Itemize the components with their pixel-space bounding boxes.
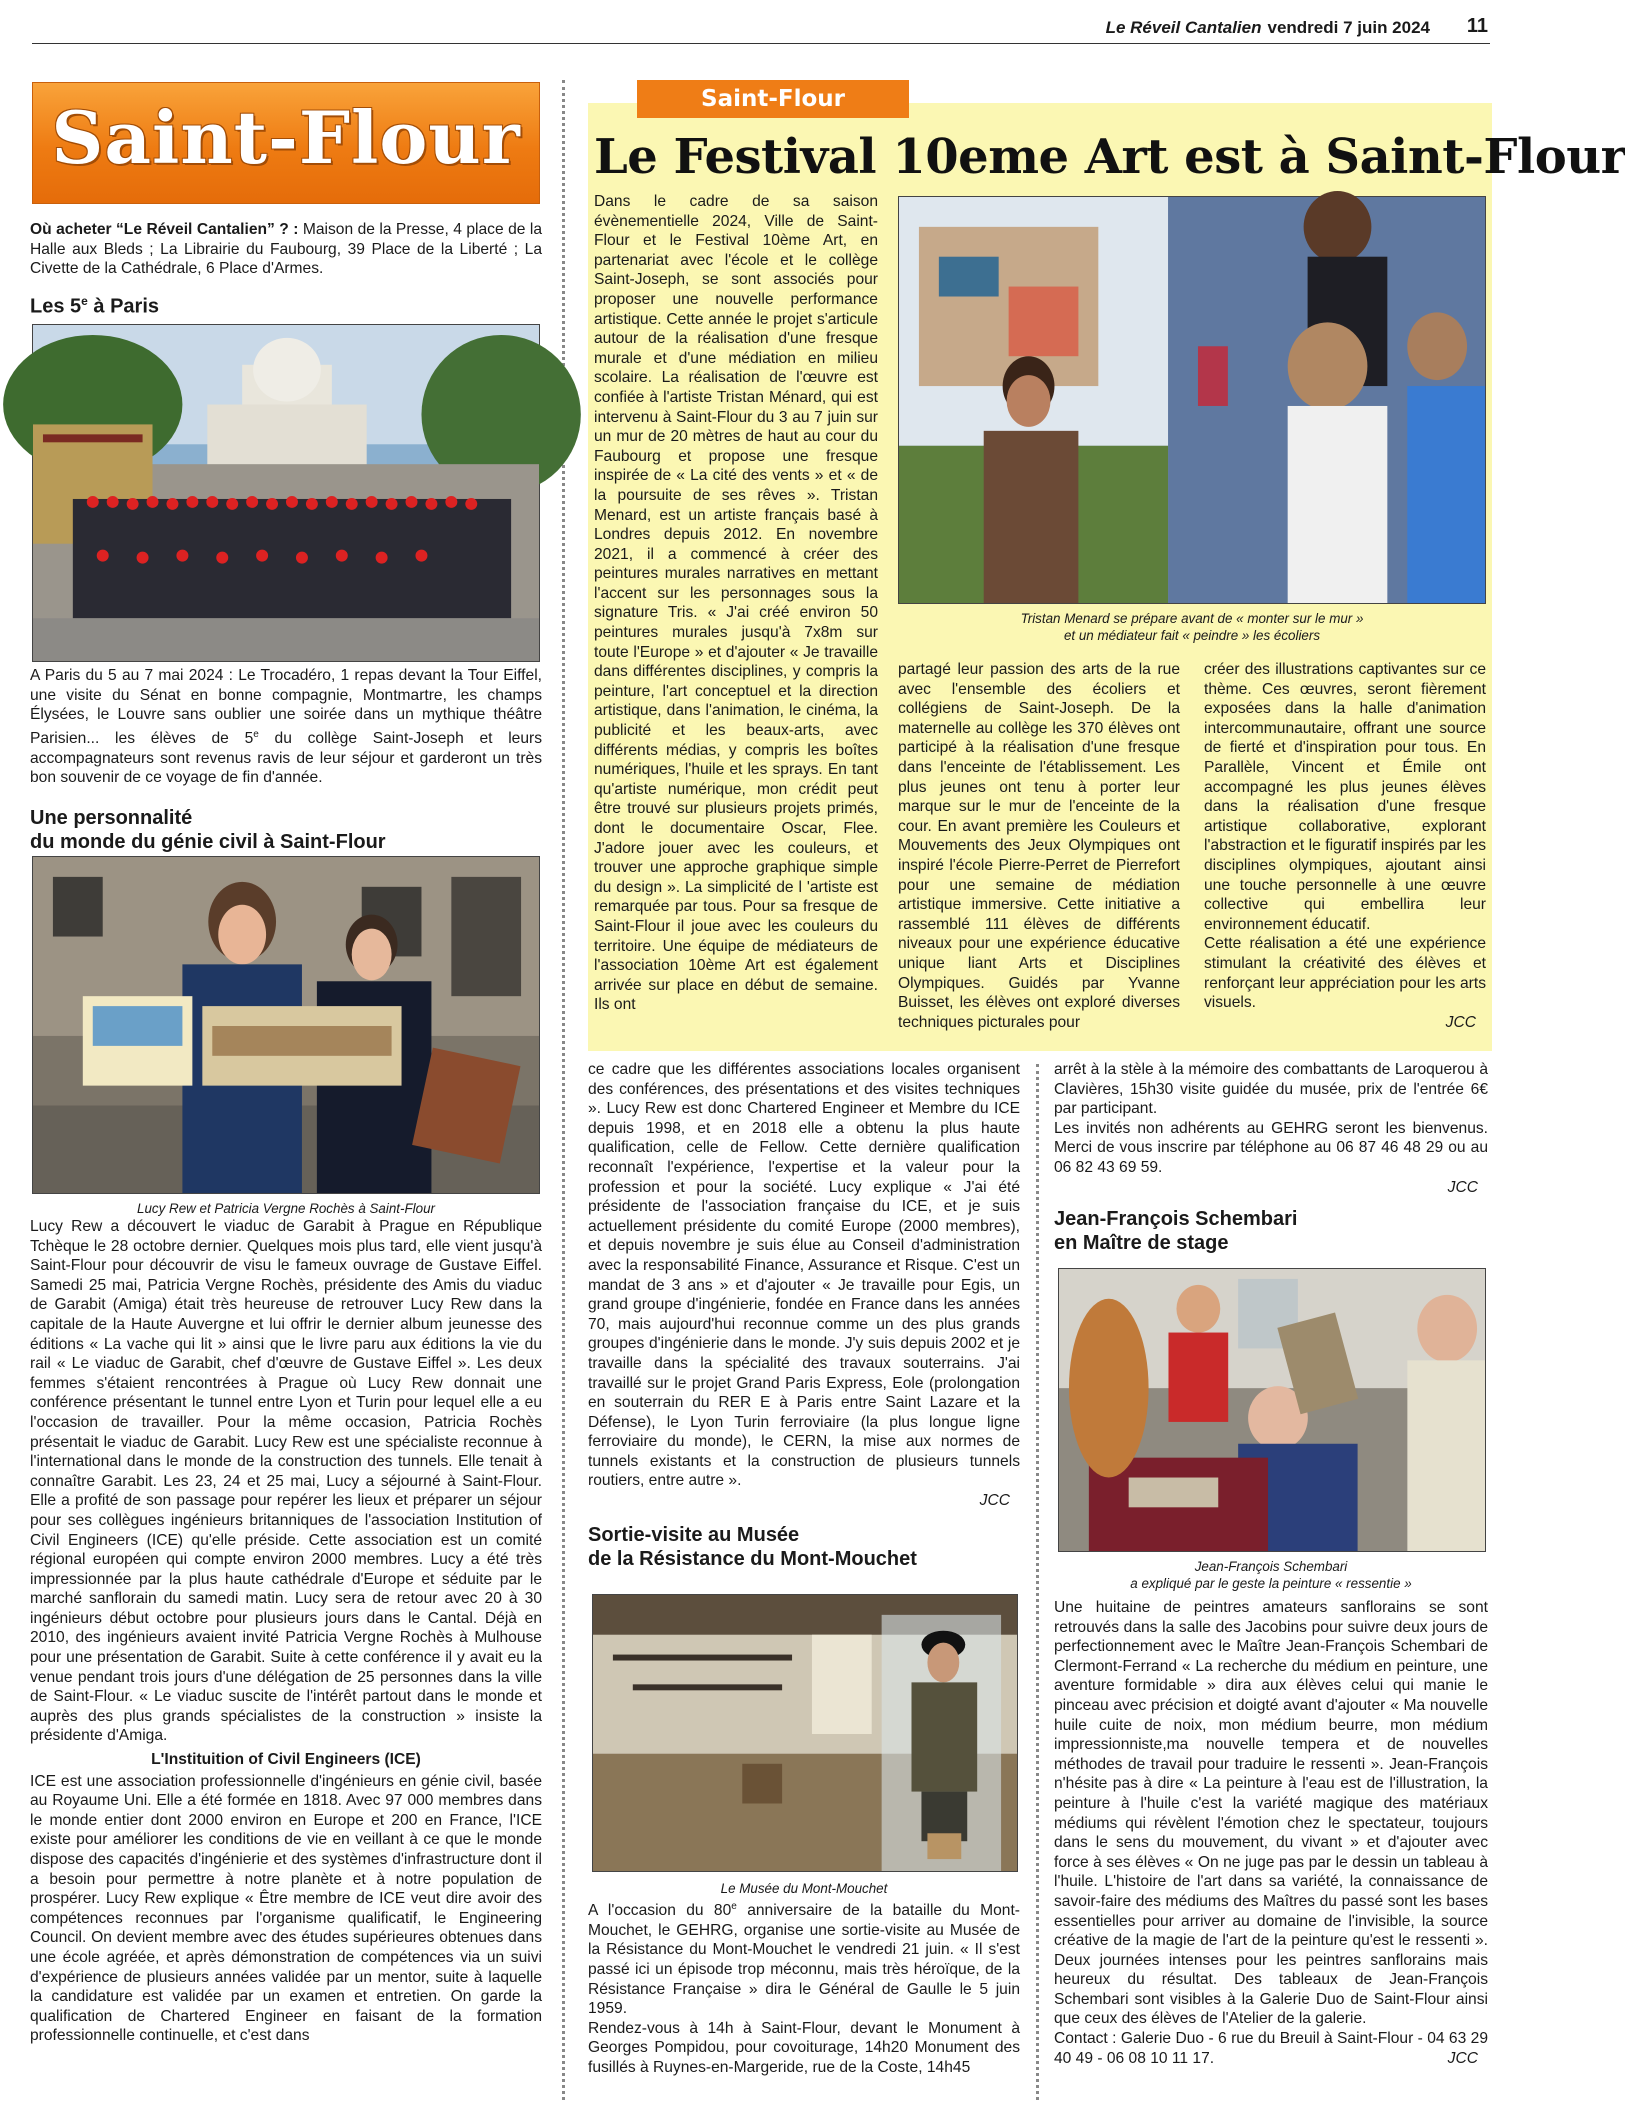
schembari-contact: Contact : Galerie Duo - 6 rue du Breuil à Saint-Flour - 04 63 29 40 49 - 06 08 10 11 17. JCC — [1054, 2030, 1488, 2067]
musee-body: A l'occasion du 80e anniversaire de la bataille du Mont-Mouchet, le GEHRG, organise une sortie-visite au Musée de la Résistance du Mont-Mouchet le vendredi 21 juin. « Il s'est passé ici un épisode trop méconnu, mais très héroïque, de la Résistance Française » dira le Général de Gaulle le 5 juin 1959. — [588, 1901, 1020, 2018]
festival-body-1: Dans le cadre de sa saison évènementielle 2024, Ville de Saint-Flour et le Festival 10ème Art, en partenariat avec l'école et le collège Saint-Joseph, se sont associés pour proposer une nouvelle performance artistique. Cette année le projet s'articule autour de la réalisation d'une fresque murale et d'une médiation en milieu scolaire. La réalisation de l'œuvre est confiée à l'artiste Tristan Ménard, qui est intervenu à Saint-Flour du 3 au 7 juin sur un mur de 20 mètres de haut au cour du Faubourg et propose une fresque inspirée de « La cité des vents » et « de la poursuite de ses rêves ». Tristan Menard, est un artiste français basé à Londres depuis 2012. En novembre 2021, il a commencé à créer des peintures murales narratives en mettant l'accent sur les personnages sous la signature Tris. « J'ai créé environ 50 peintures murales jusqu'à 7x8m sur toute l'Europe » et d'ajouter « Je travaille dans différentes disciplines, y compris la peinture, l'art conceptuel et la direction artistique, dans l'animation, le cinéma, la publicité et les beaux-arts, avec différents médias, y compris les boîtes numériques, l'huile et les sprays. En tant qu'artiste numérique, mon crédit peut être trouvé sur plusieurs projets primés, dont le documentaire Oscar, Flee. J'adore jouer avec les couleurs, et trouver une approche graphique simple du design ». La simplicité de l 'artiste est remarquée par tous. Pour sa fresque de Saint-Flour il joue avec les couleurs du territoire. Une équipe de médiateurs de l'association 10ème Art est également arrivée sur place en début de semaine. Ils ont — [594, 193, 878, 1014]
festival-body-3b: Cette réalisation a été une expérience stimulant la créativité des élèves et renforçant leur appréciation pour les arts visuels. — [1204, 935, 1486, 1012]
schembari-body: Une huitaine de peintres amateurs sanflorains se sont retrouvés dans la salle des Jacobins pour suivre deux jours de perfectionnement avec le Maître Jean-François Schembari de Clermont-Ferrand « La recherche du médium en peinture, une aventure formidable » dira aux élèves celui qui manie le pinceau avec précision et doigté avant d'ajouter « Ma nouvelle huile cuite de noix, mon médium beurre, mon médium impressionniste,ma nouvelle tempera et de nouvelles méthodes de travail pour traduire le ressenti ». Jean-François n'hésite pas à dire « La peinture à l'eau est de l'illustration, la peinture à l'huile c'est la variété magique des matériaux médiums qui révèlent l'émotion chez le spectateur, toujours dans le sens du mouvement, du vivant » et d'ajouter avec force à ses élèves « On ne juge pas par le dessin un tableau à l'huile. L'histoire de l'art dans sa variété, la connaissance de savoir-faire des médiums des Maîtres du passé sont les bases essentielles pour arriver au domaine de l'invisible, la source créative de la magie de l'art de la peinture qu'est le ressenti ». Deux journées intenses pour les peintres sanflorains mais heureux du résultat. Des tableaux de Jean-François Schembari sont visibles à la Galerie Duo de Saint-Flour ainsi que ceux des élèves de l'Atelier de la galerie. — [1054, 1599, 1488, 2028]
publication-name: Le Réveil Cantalien — [1105, 18, 1262, 37]
mural-caption-line-1: Tristan Menard se prépare avant de « monter sur le mur » — [1020, 611, 1364, 626]
festival-title: Le Festival 10eme Art est à Saint-Flour — [594, 129, 1625, 185]
musee-continued — [1054, 1060, 1488, 1261]
festival-body-3: créer des illustrations captivantes sur ce thème. Ces œuvres, seront fièrement exposées dans la halle d'animation intercommunautaire, offrant une source de fierté et d'inspiration pour tous. En Parallèle, Vincent et Émile ont accompagné les plus jeunes élèves dans la réalisation d'une fresque artistique collaborative, explorant l'abstraction et le figuratif inspirés par les disciplines olympiques, ajoutant ainsi une touche personnelle à une œuvre collective qui embellira leur environnement éducatif. — [1204, 661, 1486, 933]
genie-body: Lucy Rew a découvert le viaduc de Garabit à Prague en République Tchèque le 28 octobre dernier. Quelques mois plus tard, elle vient jusqu'à Saint-Flour pour découvrir de visu le fameux ouvrage de Gustave Eiffel. Samedi 25 mai, Patricia Vergne Rochès, présidente des Amis du viaduc de Garabit (Amiga) était très heureuse de retrouver Lucy Rew dans la capitale de la Haute Auvergne et lui offrir le dernier album jeunesse des éditions « La vache qui lit » ainsi que le livre paru aux éditions la vie du rail « Le viaduc de Garabit, chef d'œuvre de Gustave Eiffel ». Les deux femmes s'étaient rencontrées à Prague où Lucy Rew donnait une conférence présentant le tunnel entre Lyon et Turin pour lequel elle a eu l'occasion de travailler. Pour la même occasion, Patricia Rochès présentait le viaduc de Garabit. Lucy Rew est une spécialiste reconnue à l'international dans le monde de la construction des tunnels. Elle tenait à connaître Garabit. Les 23, 24 et 25 mai, Lucy a séjourné à Saint-Flour. Elle a profité de son passage pour repérer les lieux et préparer un séjour pour ses collègues ingénieurs britanniques de l'association Institution of Civil Engineers (ICE) qu'elle préside. Cette association est un comité régional européen qui compte environ 2000 membres. Lucy a été très impressionnée par la plus haute cathédrale d'Europe et séduite par le marché sanflorain du samedi matin. Lucy sera de retour avec 20 à 30 ingénieurs début octobre pour plusieurs jours dans le Cantal. Déjà en 2010, des ingénieurs avaient invité Patricia Vergne Rochès à Mulhouse pour une présentation de Garabit. Suite à cette conférence il y avait eu la venue pendant trois jours d'une délégation de 25 personnes dans la ville de Saint-Flour. « Le viaduc suscite de l'intérêt partout dans le monde et auprès des plus grands spécialistes de la construction » insiste la présidente d'Amiga. — [30, 1218, 542, 1745]
genie-body-ice: ICE est une association professionnelle d'ingénieurs en génie civil, basée au Royaume Uni. Elle a été formée en 1818. Avec 97 000 membres dans le monde entier dont 2000 environ en Europe et 200 en France, l'ICE existe pour améliorer les conditions de vie en veillant à ce que le monde dispose des capacités d'ingénierie et des systèmes d'infrastructure dont il a besoin pour permettre à notre planète et à notre population de prospérer. Lucy Rew explique « Être membre de ICE veut dire avoir des compétences reconnues par l'organisme qualificatif, le Engineering Council. On devient membre avec des études supérieures obtenues dans une école agréée, et après démonstration de compétences via un suivi d'expérience de plusieurs années validée par un mentor, suite à laquelle la candidature est validée par un examen et entretien. On garde la qualification de Chartered Engineer en faisant de la formation professionnelle continuelle, et c'est dans — [30, 1772, 542, 2045]
genie-article — [30, 1196, 542, 2046]
festival-col-3 — [1204, 660, 1486, 1032]
lucy-rew-caption: Lucy Rew et Patricia Vergne Rochès à Saint-Flour — [137, 1201, 435, 1216]
column-separator — [1036, 1064, 1039, 2100]
ice-subhead: L'Instituition of Civil Engineers (ICE) — [151, 1751, 421, 1769]
masthead — [32, 14, 1490, 44]
schembari-article — [1054, 1556, 1488, 2068]
page-number: 11 — [1466, 15, 1488, 37]
where-to-buy-text: Maison de la Presse, 4 place de la Halle aux Bleds ; La Librairie du Faubourg, 39 Place de la Liberté ; La Civette de la Cathédrale, 6 Place d'Armes. — [30, 221, 542, 278]
festival-section-label: Saint-Flour — [637, 80, 909, 118]
musee-caption: Le Musée du Mont-Mouchet — [720, 1881, 888, 1896]
musee-title: Sortie-visite au Musée de la Résistance du Mont-Mouchet — [588, 1523, 917, 1570]
section-banner — [32, 82, 540, 204]
publication-line — [1106, 18, 1430, 38]
paris-article — [30, 666, 542, 860]
paris-class-photo — [32, 324, 540, 662]
genie-title: Une personnalité du monde du génie civil à Saint-Flour — [30, 806, 386, 853]
festival-col-1 — [594, 192, 878, 1015]
genie-body-continued: ce cadre que les différentes associations locales organisent des conférences, des présentations et des visites techniques ». Lucy Rew est donc Chartered Engineer et Membre du ICE depuis 1998, et en 2018 elle a obtenu la plus haute qualification, celle de Fellow. Cette dernière qualification reconnaît l'expérience, l'expertise et la valeur pour la profession et pour la société. Lucy explique « J'ai été présidente de l'association française du ICE, et je suis actuellement présidente du comité Europe (2000 membres), et depuis novembre je suis élue au Conseil d'administration avec la responsabilité Finance, Assurance et Risque. C'est un mandat de 3 ans » et d'ajouter « Je travaille pour Egis, un grand groupe d'ingénierie, fondée en France dans les années 70, mais aujourd'hui reconnue comme un des plus grands groupes d'ingénierie dans le monde. J'y suis depuis 2002 et je travaille dans la spécialité des travaux souterrains. J'ai travaillé sur le projet Grand Paris Express, Eole (prolongation en souterrain du RER E à Paris entre Saint Lazare et la Défense), le Lyon Turin ferroviaire (la plus longue ligne ferroviaire du monde), le CERN, la mise aux normes de tunnels existants et la construction de plusieurs tunnels routiers, entre autre ». — [588, 1061, 1020, 1490]
left-column-top — [30, 220, 542, 324]
genie-signature: JCC — [979, 1492, 1010, 1510]
mural-caption — [898, 608, 1486, 644]
schembari-signature: JCC — [1447, 2049, 1478, 2067]
section-banner-text: Saint-Flour — [51, 95, 521, 180]
musee-signature: JCC — [1447, 1178, 1478, 1196]
musee-body-continued: arrêt à la stèle à la mémoire des combattants de Laroquerou à Clavières, 15h30 visite guidée du musée, prix de l'entrée 6€ par participant. — [1054, 1061, 1488, 1118]
festival-signature: JCC — [1445, 1013, 1476, 1031]
paris-body: A Paris du 5 au 7 mai 2024 : Le Trocadéro, 1 repas devant la Tour Eiffel, une visite du Sénat en bonne compagnie, Montmartre, les champs Élysées, le Louvre sans oublier une soirée dans un mythique théâtre Parisien... les élèves de 5e du collège Saint-Joseph et leurs accompagnateurs sont revenus ravis de leur séjour et garderont un très bon souvenir de ce voyage de fin d'année. — [30, 667, 542, 787]
paris-title: Les 5e à Paris — [30, 293, 160, 318]
lucy-rew-photo — [32, 856, 540, 1194]
schembari-photo — [1058, 1268, 1486, 1552]
festival-body-2: partagé leur passion des arts de la rue avec l'ensemble des écoliers et collégiens de Saint-Joseph. De la maternelle au collège les 370 élèves ont participé à la réalisation d'une fresque dans l'enceinte de l'établissement. Les plus jeunes ont tenu à porter leur marque sur le mur de l'enceinte de la cour. En avant première les Couleurs et Mouvements des Jeux Olympiques ont inspiré l'école Pierre-Perret de Pierrefort pour une semaine de médiation artistique immersive. Cette initiative a rassemblé 111 élèves de différents niveaux pour une expérience éducative unique liant Arts et Disciplines Olympiques. Guidés par Yvanne Buisset, les élèves ont exploré diverses techniques picturales pour — [898, 661, 1180, 1031]
musee-body-rdv: Rendez-vous à 14h à Saint-Flour, devant le Monument à Georges Pompidou, pour covoiturage, 14h20 Monument des fusillés à Ruynes-en-Margeride, rue de la Coste, 14h45 — [588, 2019, 1020, 2076]
musee-photo — [592, 1594, 1018, 1872]
festival-col-2 — [898, 660, 1180, 1032]
where-to-buy-label: Où acheter “Le Réveil Cantalien” ? : — [30, 221, 299, 238]
mural-photo — [898, 196, 1486, 604]
issue-date: vendredi 7 juin 2024 — [1267, 18, 1430, 37]
where-to-buy — [30, 220, 542, 279]
schembari-caption-line-2: a expliqué par le geste la peinture « ressentie » — [1130, 1576, 1412, 1591]
genie-continued — [588, 1060, 1020, 1577]
musee-body-invites: Les invités non adhérents au GEHRG seront les bienvenus. Merci de vous inscrire par téléphone au 06 87 46 48 29 ou au 06 82 43 69 59. — [1054, 1119, 1488, 1176]
schembari-title: Jean-François Schembari en Maître de stage — [1054, 1208, 1298, 1255]
musee-article — [588, 1876, 1020, 2078]
mural-caption-line-2: et un médiateur fait « peindre » les écoliers — [1063, 628, 1321, 643]
schembari-caption-line-1: Jean-François Schembari — [1194, 1559, 1348, 1574]
